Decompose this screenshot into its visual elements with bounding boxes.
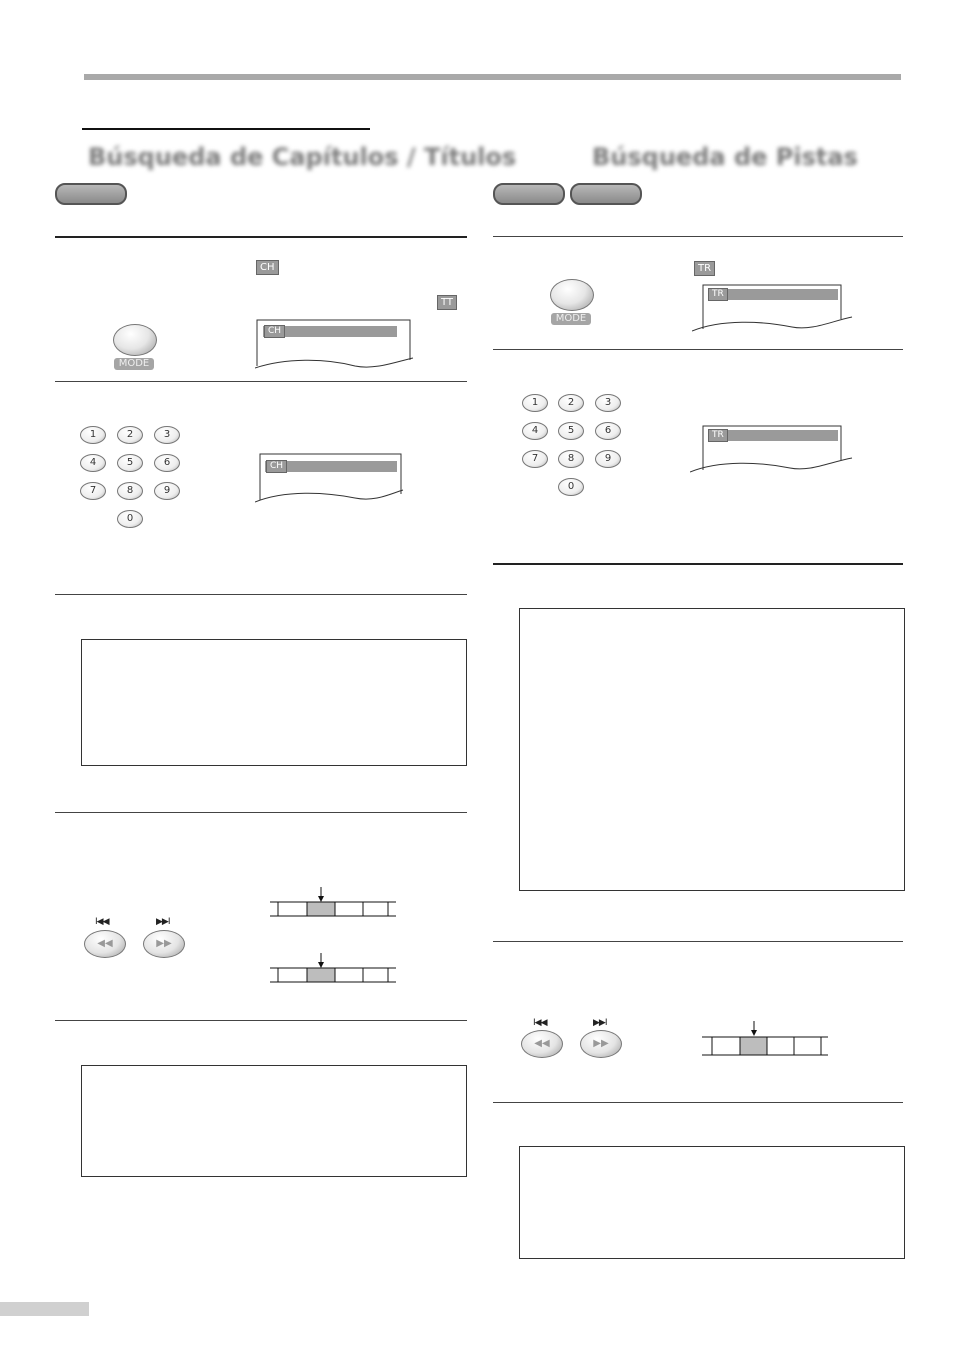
key-5[interactable]: 5 [117, 454, 143, 472]
right-skip-back-button[interactable]: ◀◀ [521, 1030, 563, 1058]
left-skip-back-button[interactable]: ◀◀ [84, 930, 126, 958]
left-skip-forward-button[interactable]: ▶▶ [143, 930, 185, 958]
right-disc-badge-1 [493, 183, 565, 205]
left-title-underline [82, 128, 370, 130]
key-7[interactable]: 7 [522, 450, 548, 468]
right-section-title: Búsqueda de Pistas [592, 143, 858, 171]
left-disc-badge [55, 183, 127, 205]
left-step4-rule [55, 812, 467, 813]
left-section-title: Búsqueda de Capítulos / Títulos [88, 143, 517, 171]
right-step1-rule [493, 236, 903, 237]
key-7[interactable]: 7 [80, 482, 106, 500]
key-4[interactable]: 4 [80, 454, 106, 472]
mode-button-label: MODE [114, 358, 154, 370]
left-chapter-tag: CH [256, 260, 279, 275]
right-screen-2-tag: TR [708, 429, 728, 442]
right-disc-badge-2 [570, 183, 642, 205]
key-8[interactable]: 8 [117, 482, 143, 500]
key-3[interactable]: 3 [595, 394, 621, 412]
right-screen-track-2 [690, 424, 854, 476]
key-9[interactable]: 9 [595, 450, 621, 468]
left-chapter-strip-2 [268, 952, 400, 990]
right-step3-rule [493, 563, 903, 565]
key-0[interactable]: 0 [558, 478, 584, 496]
mode-button[interactable] [113, 324, 157, 356]
top-rule [84, 74, 901, 80]
left-step3-rule [55, 594, 467, 595]
key-3[interactable]: 3 [154, 426, 180, 444]
right-mode-button[interactable] [550, 279, 594, 311]
right-screen-track-1 [692, 283, 854, 335]
key-6[interactable]: 6 [595, 422, 621, 440]
key-9[interactable]: 9 [154, 482, 180, 500]
key-4[interactable]: 4 [522, 422, 548, 440]
right-track-tag: TR [694, 261, 715, 276]
right-skip-forward-button[interactable]: ▶▶ [580, 1030, 622, 1058]
left-step1-rule [55, 236, 467, 238]
right-step5-rule [493, 1102, 903, 1103]
right-track-strip [700, 1020, 832, 1064]
right-skip-next-icon: ▶▶I [593, 1018, 607, 1028]
key-1[interactable]: 1 [80, 426, 106, 444]
key-6[interactable]: 6 [154, 454, 180, 472]
key-2[interactable]: 2 [558, 394, 584, 412]
left-chapter-strip-1 [268, 886, 400, 924]
left-screen-1-tag: CH [264, 325, 285, 338]
left-skip-prev-icon: I◀◀ [95, 917, 109, 927]
key-5[interactable]: 5 [558, 422, 584, 440]
right-number-keypad [522, 394, 632, 504]
left-screen-chapter-2 [255, 452, 415, 504]
right-note-box-1 [519, 608, 905, 891]
right-screen-1-tag: TR [708, 288, 728, 301]
page-footer-tab [0, 1302, 89, 1316]
left-number-keypad [80, 426, 190, 536]
key-1[interactable]: 1 [522, 394, 548, 412]
left-title-tag: TT [437, 295, 457, 310]
key-0[interactable]: 0 [117, 510, 143, 528]
left-step2-rule [55, 381, 467, 382]
left-note-box-1 [81, 639, 467, 766]
right-step4-rule [493, 941, 903, 942]
right-note-box-2 [519, 1146, 905, 1259]
right-step2-rule [493, 349, 903, 350]
left-skip-next-icon: ▶▶I [156, 917, 170, 927]
left-screen-2-tag: CH [266, 460, 287, 473]
key-2[interactable]: 2 [117, 426, 143, 444]
left-step5-rule [55, 1020, 467, 1021]
right-skip-prev-icon: I◀◀ [533, 1018, 547, 1028]
key-8[interactable]: 8 [558, 450, 584, 468]
left-screen-chapter-1 [255, 318, 415, 370]
right-mode-button-label: MODE [551, 313, 591, 325]
left-note-box-2 [81, 1065, 467, 1177]
